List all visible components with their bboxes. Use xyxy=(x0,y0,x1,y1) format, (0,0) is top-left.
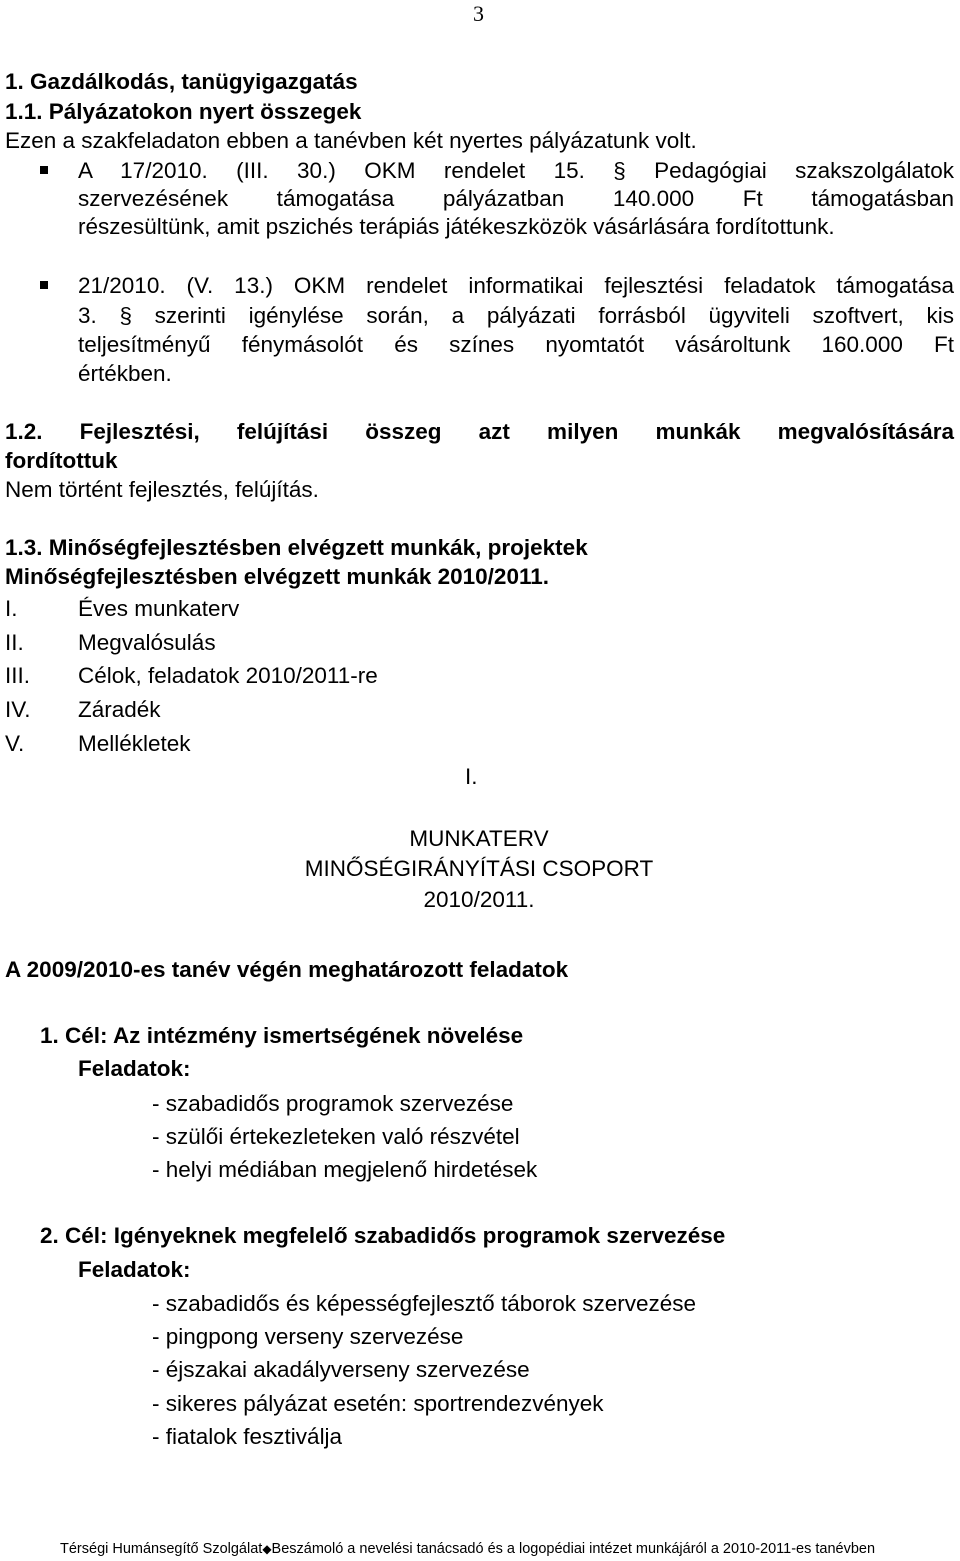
centered-title-1: MUNKATERV xyxy=(409,826,549,851)
section-1-2-text: Nem történt fejlesztés, felújítás. xyxy=(5,477,319,502)
list-item-number: I. xyxy=(5,596,18,621)
goal-2-title: 2. Cél: Igényeknek megfelelő szabadidős programok szervezése xyxy=(40,1223,726,1248)
list-item-text: Megvalósulás xyxy=(78,630,216,655)
section-heading-1-2-line2: fordítottuk xyxy=(5,448,118,473)
list-item xyxy=(0,632,600,658)
list-item-number: V. xyxy=(5,731,25,756)
list-item xyxy=(0,699,600,725)
list-item xyxy=(0,665,600,691)
goal-2-tasks-label: Feladatok: xyxy=(78,1257,191,1282)
bullet1-line1: A 17/2010. (III. 30.) OKM rendelet 15. § Pedagógiai szakszolgálatok xyxy=(78,158,954,183)
section-heading-1: 1. Gazdálkodás, tanügyigazgatás xyxy=(5,69,358,94)
tasks-heading: A 2009/2010-es tanév végén meghatározott feladatok xyxy=(5,957,569,982)
goal-2-task: - fiatalok fesztiválja xyxy=(152,1424,343,1449)
goal-2-task: - pingpong verseny szervezése xyxy=(152,1324,464,1349)
section-heading-1-2: 1.2. Fejlesztési, felújítási összeg azt milyen munkák megvalósítására xyxy=(5,419,954,444)
goal-1-task: - helyi médiában megjelenő hirdetések xyxy=(152,1157,538,1182)
bullet2-line4: értékben. xyxy=(78,361,172,386)
centered-title-2: MINŐSÉGIRÁNYÍTÁSI CSOPORT xyxy=(304,856,654,881)
centered-title-3: 2010/2011. xyxy=(423,887,535,912)
page-number: 3 xyxy=(473,1,484,26)
bullet2-line1: 21/2010. (V. 13.) OKM rendelet informatikai fejlesztési feladatok támogatása xyxy=(78,273,954,298)
goal-1-task: - szabadidős programok szervezése xyxy=(152,1091,514,1116)
list-item-text: Célok, feladatok 2010/2011-re xyxy=(78,663,378,688)
bullet2-line3: teljesítményű fénymásolót és színes nyomtatót vásároltunk 160.000 Ft xyxy=(78,332,954,357)
section-heading-1-3: 1.3. Minőségfejlesztésben elvégzett munkák, projektek xyxy=(5,535,588,560)
list-item-text: Záradék xyxy=(78,697,161,722)
bullet2-line2: 3. § szerinti igénylése során, a pályázati forrásból ügyviteli szoftvert, kis xyxy=(78,303,954,328)
goal-1-tasks-label: Feladatok: xyxy=(78,1056,191,1081)
section-heading-1-1: 1.1. Pályázatokon nyert összegek xyxy=(5,99,362,124)
list-item-number: II. xyxy=(5,630,24,655)
goal-2-task: - sikeres pályázat esetén: sportrendezvények xyxy=(152,1391,604,1416)
intro-text: Ezen a szakfeladaton ebben a tanévben két nyertes pályázatunk volt. xyxy=(5,128,697,153)
diamond-icon: ◆ xyxy=(262,1542,272,1556)
goal-1-task: - szülői értekezleteken való részvétel xyxy=(152,1124,520,1149)
list-item-number: III. xyxy=(5,663,31,688)
bullet1-line3: részesültünk, amit pszichés terápiás játékeszközök vásárlására fordítottunk. xyxy=(78,214,835,239)
footer-left: Térségi Humánsegítő Szolgálat xyxy=(60,1541,263,1557)
section-heading-1-3-line2: Minőségfejlesztésben elvégzett munkák 2010/2011. xyxy=(5,564,549,589)
page-footer xyxy=(60,1542,875,1557)
bullet1-line2: szervezésének támogatása pályázatban 140.000 Ft támogatásban xyxy=(78,186,954,211)
list-item-number: IV. xyxy=(5,697,31,722)
goal-2-task: - éjszakai akadályverseny szervezése xyxy=(152,1357,530,1382)
goal-2-task: - szabadidős és képességfejlesztő táborok szervezése xyxy=(152,1291,697,1316)
bullet-square-icon xyxy=(40,281,48,289)
list-item xyxy=(0,733,600,759)
list-item-text: Mellékletek xyxy=(78,731,191,756)
bullet-square-icon xyxy=(40,166,48,174)
goal-1-title: 1. Cél: Az intézmény ismertségének növelése xyxy=(40,1023,524,1048)
footer-right: Beszámoló a nevelési tanácsadó és a logopédiai intézet munkájáról a 2010-2011-es tanévben xyxy=(271,1541,876,1557)
list-item xyxy=(0,598,600,624)
list-item-text: Éves munkaterv xyxy=(78,596,240,621)
centered-roman: I. xyxy=(465,764,478,789)
